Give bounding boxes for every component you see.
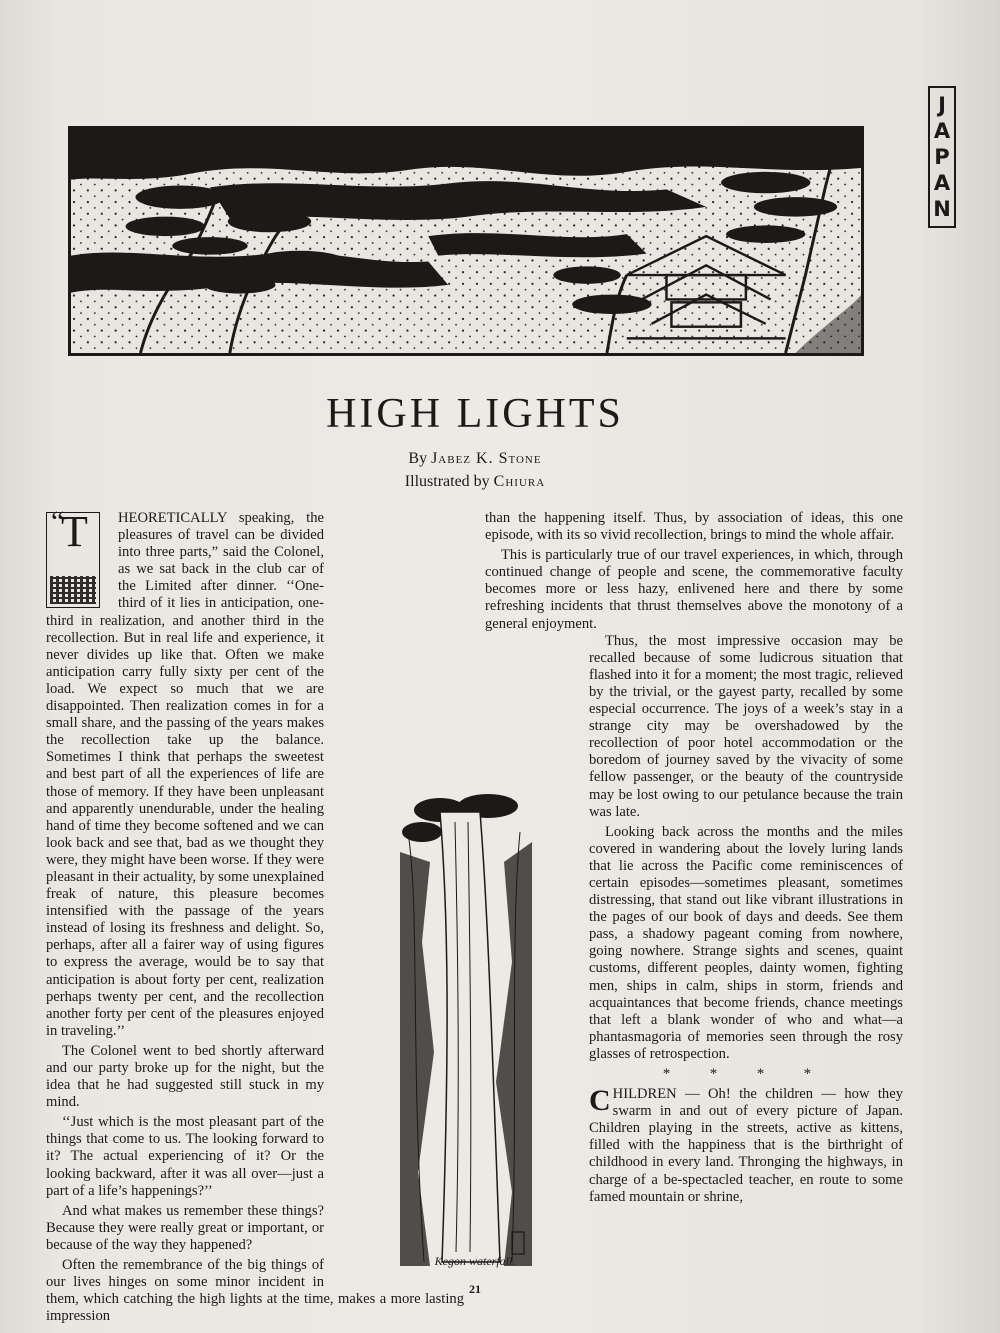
tab-letter: J — [938, 92, 946, 117]
drop-cap-letter: T — [61, 507, 88, 556]
paragraph: Looking back across the months and the miles covered in wandering about the lovely luring lands that lie across the Pacific come reminiscences of certain episodes—sometimes pleasant, sometimes distressing, that stand out like vibrant illustrations in the pages of our book of days and deeds. See them pass, a shadowy pageant coming from nowhere, going nowhere. Strange sights and scenes, quaint customs, different peoples, dainty women, fighting men, ships in calm, ships in storm, friends and acquaintances that become friends, chance meetings that left a blank wonder of who and what—a phantasmagoria of memories seen through the rosy glasses of retrospection. — [589, 823, 903, 1062]
section-separator: * * * * — [662, 1066, 830, 1082]
drop-cap-ornament — [50, 576, 96, 604]
waterfall-illustration — [400, 792, 532, 1266]
paragraph: And what makes us remember these things? Because they were really great or important, or because of the way they happened? — [46, 1202, 324, 1253]
illustrator-name: Chiura — [493, 473, 546, 490]
paragraph: Thus, the most impressive occasion may be recalled because of some ludicrous situation that flashed into it for a moment; the most tragic, relieved by the trivial, or the gayest party, recalled by some especial occurrence. The joys of a week’s stay in a strange city may be overshadowed by the recollection of poor hotel accommodation or the boredom of journey saved by the vivacity of some fellow passenger, or the beauty of the countryside may be lost owing to our petulance because the train was late. — [589, 632, 903, 820]
figure-caption: Kegon waterfall. — [434, 1254, 516, 1268]
tab-letter: N — [933, 196, 951, 221]
tab-letter: A — [933, 118, 951, 143]
japan-section-tab — [928, 86, 956, 228]
page-number: 21 — [469, 1282, 481, 1296]
author-name: Jabez K. Stone — [431, 450, 542, 467]
paragraph: than the happening itself. Thus, by association of ideas, this one episode, with its so vivid recollection, brings to mind the whole affair. — [485, 510, 903, 544]
drop-cap-quote: “ — [51, 505, 65, 538]
byline-prefix: By — [408, 450, 428, 467]
tab-letter: P — [934, 144, 950, 169]
paragraph: ‘‘Just which is the most pleasant part of the things that come to us. The looking forward to it? The actual experiencing of it? Or the looking backward, after it was all over—just a part of a life’s happenings?’’ — [46, 1114, 324, 1199]
illustrator-byline — [0, 473, 950, 491]
right-column — [485, 510, 903, 1263]
drop-cap-box — [46, 505, 112, 612]
paragraph: This is particularly true of our travel experiences, in which, through continued change of people and scene, the commemorative faculty becomes more or less hazy, enlivened here and there by some refreshing incidents that thrust themselves above the monotony of a general enjoyment. — [485, 547, 903, 632]
children-drop-cap: C — [589, 1084, 611, 1118]
illustrated-prefix: Illustrated by — [404, 473, 490, 490]
author-byline — [0, 450, 950, 468]
article-title: HIGH LIGHTS — [326, 391, 624, 437]
paragraph: The Colonel went to bed shortly afterward and our party broke up for the night, but the idea that he had suggested still stuck in my mind. — [46, 1042, 324, 1111]
paragraph: HEORETICALLY speaking, the pleasures of travel can be divided into three parts,” said the Colonel, as we sat back in the club car of the Limited after dinner. ‘‘One-third of it lies in anticipation, one-third in realization, and another third in the recollection. But in real life and experience, it never divides up like that. Often we make anticipation carry fully sixty per cent of the load. We expect so much that we are disappointed. Then realization comes in for a small share, and the passing of the years makes the recollection take up the balance. Sometimes I think that perhaps the sweetest and best part of all the experiences of life are those of memory. If they have been unpleasant and apparently unendurable, under the healing hand of time they become softened and we can look back and see that, bad as we thought they were, they might have been worse. If they were pleasant in their actuality, by some unexplained freak of nature, this pleasure becomes intensified with the passage of the years instead of losing its freshness and delight. So, perhaps, after all a fairer way of using figures to express the average, would be to say that anticipation is about forty per cent, realization perhaps twenty per cent, and the recollection another forty per cent of the pleasures enjoyed in traveling.’’ — [46, 510, 324, 1039]
children-text: HILDREN — Oh! the children — how they swarm in and out of every picture of Japan. Children playing in the streets, active as kittens, filled with the happiness that is the birthright of childhood in every land. Thronging the highways, in charge of a be-spectacled teacher, en route to some famed mountain or shrine, — [589, 1086, 903, 1205]
header-illustration — [68, 126, 864, 356]
paragraph: Often the remembrance of the big things of our lives hinges on some minor incident in them, which catching the high lights at the time, makes a more lasting impression — [46, 1257, 464, 1325]
tab-letter: A — [933, 170, 951, 195]
